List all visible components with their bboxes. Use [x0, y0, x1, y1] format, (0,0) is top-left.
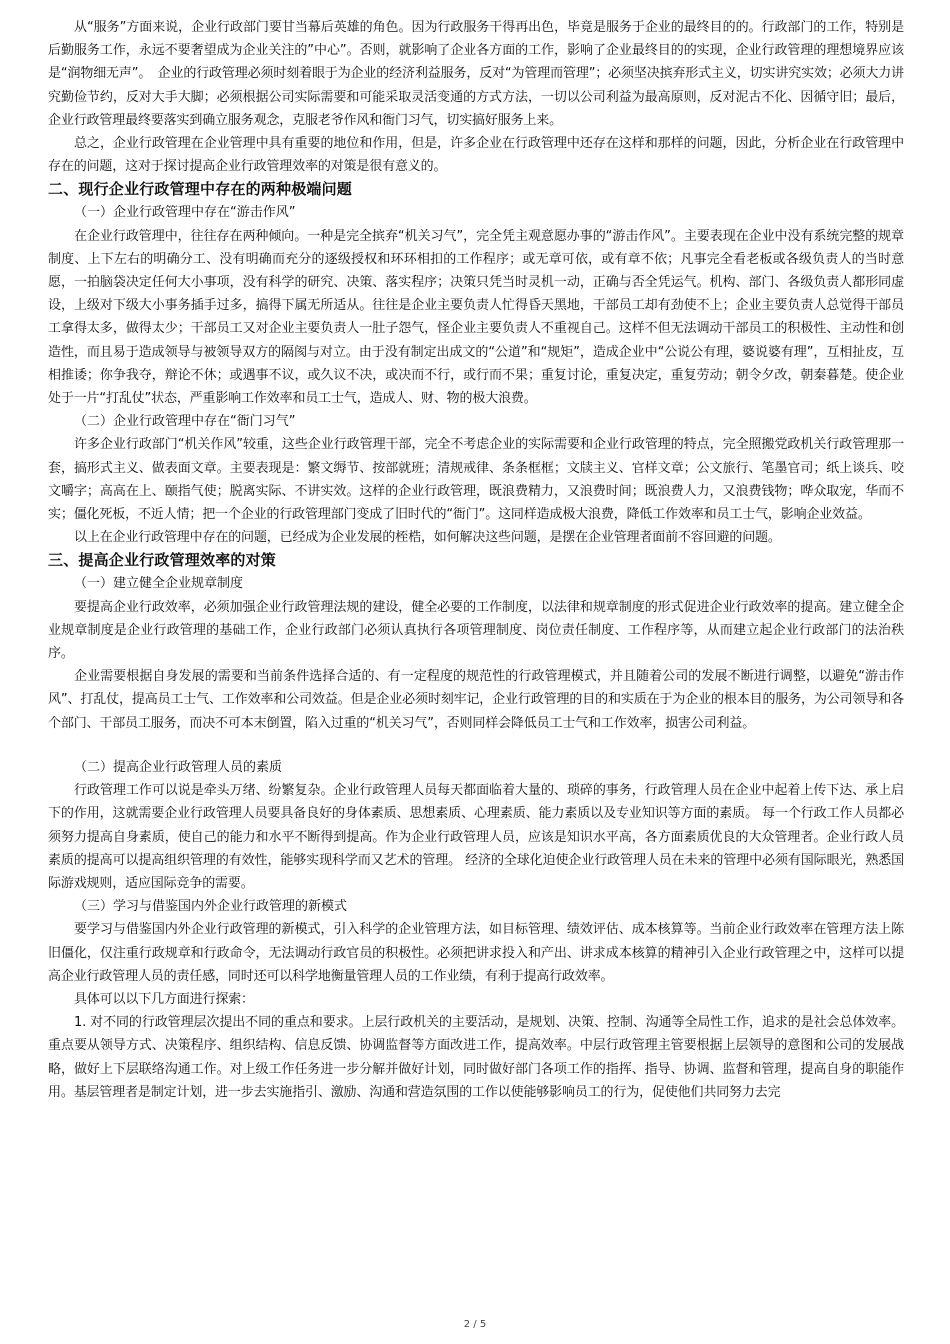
- paragraph: 要学习与借鉴国内外企业行政管理的新模式，引入科学的企业管理方法，如目标管理、绩效评估、成本核算等。当前企业行政效率在管理方法上陈旧僵化，仅注重行政规章和行政命令，无法调动行政官员的积极性。必须把讲求投入和产出、讲求成本核算的精神引入企业行政管理之中，这样可以提高企业行政管理人员的责任感，同时还可以科学地衡量管理人员的工作业绩，有利于提高行政效率。: [48, 922, 904, 984]
- paragraph: 许多企业行政部门“机关作风”较重，这些企业行政管理干部，完全不考虑企业的实际需要和企业行政管理的特点，完全照搬党政机关行政管理那一套，搞形式主义、做表面文章。主要表现是：繁文缛节、按部就班；清规戒律、条条框框；文牍主义、官样文章；公文旅行、笔墨官司；纸上谈兵、咬文嚼字；高高在上、颐指气使；脱离实际、不讲实效。这样的企业行政管理，既浪费精力，又浪费时间；既浪费人力，又浪费钱物；哗众取宠，华而不实；僵化死板，不近人情；把一个企业的行政管理部门变成了旧时代的“衙门”。这同样造成极大浪费，降低工作效率和员工士气，影响企业效益。: [48, 437, 904, 523]
- blank-line: [48, 735, 904, 756]
- subsection-heading: （一）企业行政管理中存在“游击作风”: [74, 205, 296, 221]
- subsection-heading: （二）提高企业行政管理人员的素质: [74, 759, 283, 775]
- paragraph: 从“服务”方面来说，企业行政部门要甘当幕后英雄的角色。因为行政服务干得再出色，毕竟是服务于企业的最终目的的。行政部门的工作，特别是后勤服务工作，永远不要奢望成为企业关注的”中心”。否则，就影响了企业各方面的工作，影响了企业最终目的的实现，企业行政管理的理想境界应该是“润物细无声”。 企业的行政管理必须时刻着眼于为企业的经济利益服务，反对“为管理而管理”；必须坚决摈弃形式主义，切实讲究实效；必须大力讲究勤俭节约，反对大手大脚；必须根据公司实际需要和可能采取灵活变通的方式方法，一切以公司利益为最高原则，反对泥古不化、因循守旧；最后，企业行政管理最终要落实到确立服务观念，克服老爷作风和衙门习气，切实搞好服务上来。: [48, 20, 904, 128]
- paragraph: 以上在企业行政管理中存在的问题，已经成为企业发展的桎梏，如何解决这些问题，是摆在企业管理者面前不容回避的问题。: [74, 530, 781, 546]
- paragraph: 1. 对不同的行政管理层次提出不同的重点和要求。上层行政机关的主要活动，是规划、决策、控制、沟通等全局性工作，追求的是社会总体效率。重点要从领导方式、决策程序、组织结构、信息反馈、协调监督等方面改进工作，提高效率。中层行政管理主管要根据上层领导的意图和公司的发展战略，做好上下层联络沟通工作。对上级工作任务进一步分解并做好计划，同时做好部门各项工作的指挥、指导、协调、监督和管理，提高自身的职能作用。基层管理者是制定计划，进一步去实施指引、激励、沟通和营造氛围的工作以使能够影响员工的行为，促使他们共同努力去完: [48, 1015, 904, 1100]
- paragraph: 行政管理工作可以说是牵头万绪、纷繁复杂。企业行政管理人员每天都面临着大量的、琐碎的事务，行政管理人员在企业中起着上传下达、承上启下的作用，这就需要企业行政管理人员要具备良好的身体素质、思想素质、心理素质、能力素质以及专业知识等方面的素质。 每一个行政工作人员都必须努力提高自身素质，使自己的能力和水平不断得到提高。作为企业行政管理人员，应该是知识水平高，各方面素质优良的大众管理者。企业行政人员素质的提高可以提高组织管理的有效性，能够实现科学而又艺术的管理。 经济的全球化迫使企业行政管理人员在未来的管理中必须有国际眼光，熟悉国际游戏规则，适应国际竞争的需要。: [48, 783, 904, 891]
- paragraph: 在企业行政管理中，往往存在两种倾向。一种是完全摈弃“机关习气”，完全凭主观意愿办事的“游击作风”。主要表现在企业中没有系统完整的规章制度、上下左右的明确分工、没有明确而充分的逐级授权和环环相扣的工作程序；或无章可依，或有章不依；凡事完全看老板或各级负责人的当时意愿，一拍脑袋决定任何大小事项，没有科学的研究、决策、落实程序；决策只凭当时灵机一动，正确与否全凭运气。机构、部门、各级负责人都形同虚设，上级对下级大小事务插手过多，搞得下属无所适从。往往是企业主要负责人忙得昏天黑地，干部员工却有劲使不上；企业主要负责人总觉得干部员工拿得太多，做得太少；干部员工又对企业主要负责人一肚子怨气，怪企业主要负责人不重视自己。这样不但无法调动干部员工的积极性、主动性和创造性，而且易于造成领导与被领导双方的隔阂与对立。由于没有制定出成文的“公道”和“规矩”，造成企业中“公说公有理，婆说婆有理”，互相扯皮，互相推诿；你争我夺，辩论不休；或遇事不议，或久议不决，或决而不行，或行而不果；重复讨论，重复决定，重复劳动；朝令夕改，朝秦暮楚。使企业处于一片“打乱仗”状态，严重影响工作效率和员工士气，造成人、财、物的极大浪费。: [48, 228, 904, 407]
- paragraph: 具体可以以下几方面进行探索：: [74, 991, 254, 1007]
- paragraph: 要提高企业行政效率，必须加强企业行政管理法规的建设，健全必要的工作制度，以法律和规章制度的形式促进企业行政效率的提高。建立健全企业规章制度是企业行政管理的基础工作，企业行政部门必须认真执行各项管理制度、岗位责任制度、工作程序等，从而建立起企业行政部门的法治秩序。: [48, 599, 904, 662]
- subsection-heading: （一）建立健全企业规章制度: [74, 576, 244, 592]
- document-page: [48, 16, 904, 1104]
- paragraph: 企业需要根据自身发展的需要和当前条件选择合适的、有一定程度的规范性的行政管理模式，并且随着公司的发展不断进行调整，以避免“游击作风”、打乱仗，提高员工士气、工作效率和公司效益。但是企业必须时刻牢记，企业行政管理的目的和实质在于为企业的根本目的服务，为公司领导和各个部门、干部员工服务，而决不可本末倒置，陷入过重的“机关习气”，否则同样会降低员工士气和工作效率，损害公司利益。: [48, 669, 904, 731]
- subsection-heading: （二）企业行政管理中存在“衙门习气”: [74, 414, 296, 430]
- subsection-heading: （三）学习与借鉴国内外企业行政管理的新模式: [74, 899, 348, 915]
- section-heading: 二、现行企业行政管理中存在的两种极端问题: [48, 180, 353, 199]
- section-heading: 三、提高企业行政管理效率的对策: [48, 551, 277, 570]
- paragraph: 总之，企业行政管理在企业管理中具有重要的地位和作用，但是，许多企业在行政管理中还存在这样和那样的问题，因此，分析企业在行政管理中存在的问题，这对于探讨提高企业行政管理效率的对策是很有意义的。: [48, 136, 904, 175]
- page-number: 2 / 5: [463, 1319, 487, 1330]
